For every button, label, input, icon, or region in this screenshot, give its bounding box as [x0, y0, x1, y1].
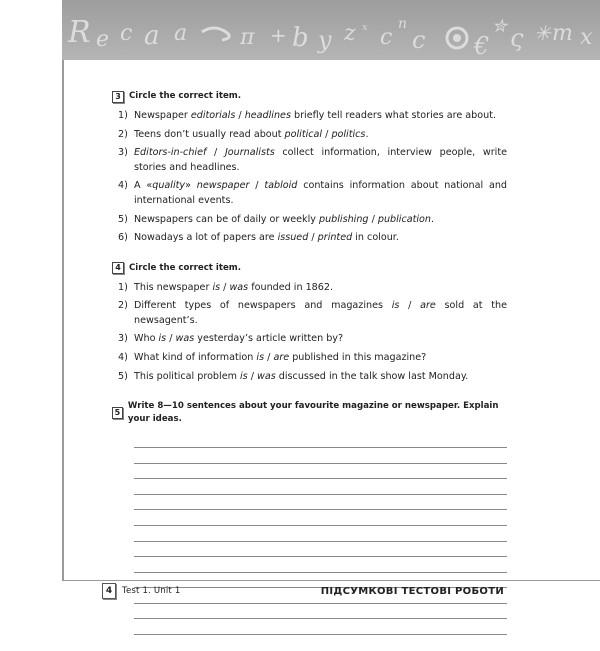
writing-line[interactable] [134, 604, 507, 620]
task-instruction: Circle the correct item. [129, 91, 241, 101]
writing-line[interactable] [134, 448, 507, 464]
item-number: 4) [118, 180, 128, 192]
writing-line[interactable] [134, 464, 507, 480]
svg-text:π: π [240, 25, 255, 50]
choice-option[interactable]: headlines [244, 110, 291, 122]
page-frame-left [62, 60, 64, 580]
item-number: 5) [118, 370, 128, 382]
svg-text:R: R [68, 15, 91, 50]
writing-line[interactable] [134, 510, 507, 526]
choice-option[interactable]: is [240, 370, 248, 382]
letter-pattern-graphic [62, 0, 600, 60]
choice-option[interactable]: tabloid [264, 180, 298, 192]
task-instruction: Circle the correct item. [129, 262, 241, 273]
item-text: / [249, 180, 265, 192]
item-text: Nowadays a lot of papers are [134, 232, 278, 244]
item-text: / [264, 352, 274, 364]
svg-text:€: € [474, 32, 490, 60]
writing-line[interactable] [134, 479, 507, 495]
list-item [112, 146, 507, 175]
item-list [112, 109, 507, 246]
choice-option[interactable]: are [273, 352, 290, 364]
task-number-box: 4 [112, 262, 124, 274]
svg-text:ς: ς [510, 24, 524, 52]
svg-text:a: a [144, 21, 160, 51]
writing-line[interactable] [134, 542, 507, 558]
footer-unit-label: Test 1. Unit 1 [122, 586, 181, 596]
choice-option[interactable]: quality [152, 180, 186, 192]
task-3 [112, 90, 507, 246]
item-text: Newspapers can be of daily or weekly [134, 213, 319, 225]
svg-text:x: x [580, 25, 593, 50]
svg-text:z: z [344, 21, 356, 46]
choice-option[interactable]: was [175, 333, 195, 345]
item-text: / [166, 333, 176, 345]
item-number: 3) [118, 333, 128, 345]
page-number: 4 [102, 583, 116, 599]
choice-option[interactable]: are [420, 300, 436, 312]
item-text: briefly tell readers what stories are about. [290, 110, 497, 122]
list-item [112, 109, 507, 124]
item-text: / [308, 232, 318, 244]
item-list [112, 281, 507, 384]
item-number: 1) [118, 110, 128, 122]
task-number-box: 3 [112, 91, 124, 103]
list-item [112, 213, 507, 228]
item-text: contains information about national and international events. [134, 180, 508, 206]
item-number: 5) [118, 213, 128, 225]
choice-option[interactable]: was [229, 281, 249, 293]
svg-text:c: c [380, 25, 393, 50]
item-text: What kind of information [134, 352, 257, 364]
item-text: / [206, 147, 225, 159]
task-instruction: Write 8—10 sentences about your favourite magazine or newspaper. Explain your ideas. [127, 401, 499, 425]
choice-option[interactable]: is [212, 281, 221, 293]
page-footer [62, 580, 600, 601]
item-text: founded in 1862. [248, 281, 334, 293]
worksheet-content [112, 90, 507, 651]
writing-line[interactable] [134, 557, 507, 573]
choice-option[interactable]: issued [277, 232, 309, 244]
list-item [112, 370, 507, 385]
item-text: / [247, 370, 258, 382]
item-text: / [220, 281, 230, 293]
choice-option[interactable]: printed [317, 232, 353, 244]
item-number: 1) [118, 281, 128, 293]
svg-text:e: e [96, 27, 110, 52]
item-text: / [368, 213, 378, 225]
svg-text:y: y [318, 26, 332, 54]
svg-text:c: c [412, 26, 426, 54]
item-text: Newspaper [134, 110, 191, 122]
task-list [112, 90, 507, 384]
svg-text:+: + [270, 23, 287, 47]
choice-option[interactable]: political [284, 128, 323, 140]
writing-line[interactable] [134, 495, 507, 511]
item-text: published in this magazine? [289, 352, 427, 364]
item-text: This political problem [134, 370, 240, 382]
choice-option[interactable]: Journalists [224, 147, 275, 159]
list-item [112, 351, 507, 366]
task-4 [112, 262, 507, 385]
choice-option[interactable]: Editors-in-chief [134, 147, 207, 159]
list-item [112, 281, 507, 296]
item-text: . [430, 213, 435, 225]
svg-text:m: m [552, 21, 573, 46]
choice-option[interactable]: politics [331, 128, 366, 140]
svg-text:c: c [120, 21, 133, 46]
item-text: Who [134, 333, 159, 345]
choice-option[interactable]: is [256, 352, 265, 364]
choice-option[interactable]: was [257, 370, 276, 382]
item-text: This newspaper [134, 281, 213, 293]
item-text: / [235, 110, 245, 122]
item-text: collect information, interview people, write stories and headlines. [134, 147, 507, 173]
writing-line[interactable] [134, 526, 507, 542]
footer-section-title: ПІДСУМКОВІ ТЕСТОВІ РОБОТИ [320, 585, 504, 597]
item-text: in colour. [352, 232, 399, 244]
choice-option[interactable]: publication [377, 213, 431, 225]
item-text: Teens don’t usually read about [134, 128, 285, 140]
writing-lines [134, 432, 507, 635]
decorative-letter-banner [62, 0, 600, 60]
item-text: discussed in the talk show last Monday. [275, 370, 469, 382]
list-item [112, 231, 507, 246]
list-item [112, 128, 507, 143]
choice-option[interactable]: editorials [190, 110, 236, 122]
item-number: 2) [118, 128, 128, 140]
item-number: 4) [118, 352, 128, 364]
choice-option[interactable]: newspaper [196, 180, 250, 192]
list-item [112, 332, 507, 347]
item-text: / [399, 300, 421, 312]
item-text: . [365, 128, 369, 140]
svg-text:n: n [398, 16, 408, 32]
list-item [112, 179, 507, 208]
item-text: A « [134, 180, 153, 192]
item-number: 3) [118, 147, 128, 159]
item-text: » [185, 180, 197, 192]
svg-text:a: a [174, 21, 188, 46]
list-item [112, 299, 507, 328]
writing-line[interactable] [134, 619, 507, 635]
item-number: 2) [118, 300, 128, 312]
item-number: 6) [118, 232, 128, 244]
choice-option[interactable]: is [158, 333, 167, 345]
svg-text:b: b [292, 23, 309, 53]
task-number-box: 5 [112, 407, 123, 419]
item-text: sold at the newsagent’s. [134, 300, 507, 326]
choice-option[interactable]: is [391, 300, 400, 312]
item-text: yesterday’s article written by? [194, 333, 344, 345]
writing-line[interactable] [134, 432, 507, 448]
choice-option[interactable]: publishing [319, 213, 369, 225]
svg-text:✮: ✮ [492, 16, 508, 37]
svg-text:ₓ: ₓ [362, 15, 368, 34]
item-text: Different types of newspapers and magazines [134, 300, 392, 312]
svg-text:✳: ✳ [534, 21, 551, 45]
item-text: / [322, 128, 332, 140]
